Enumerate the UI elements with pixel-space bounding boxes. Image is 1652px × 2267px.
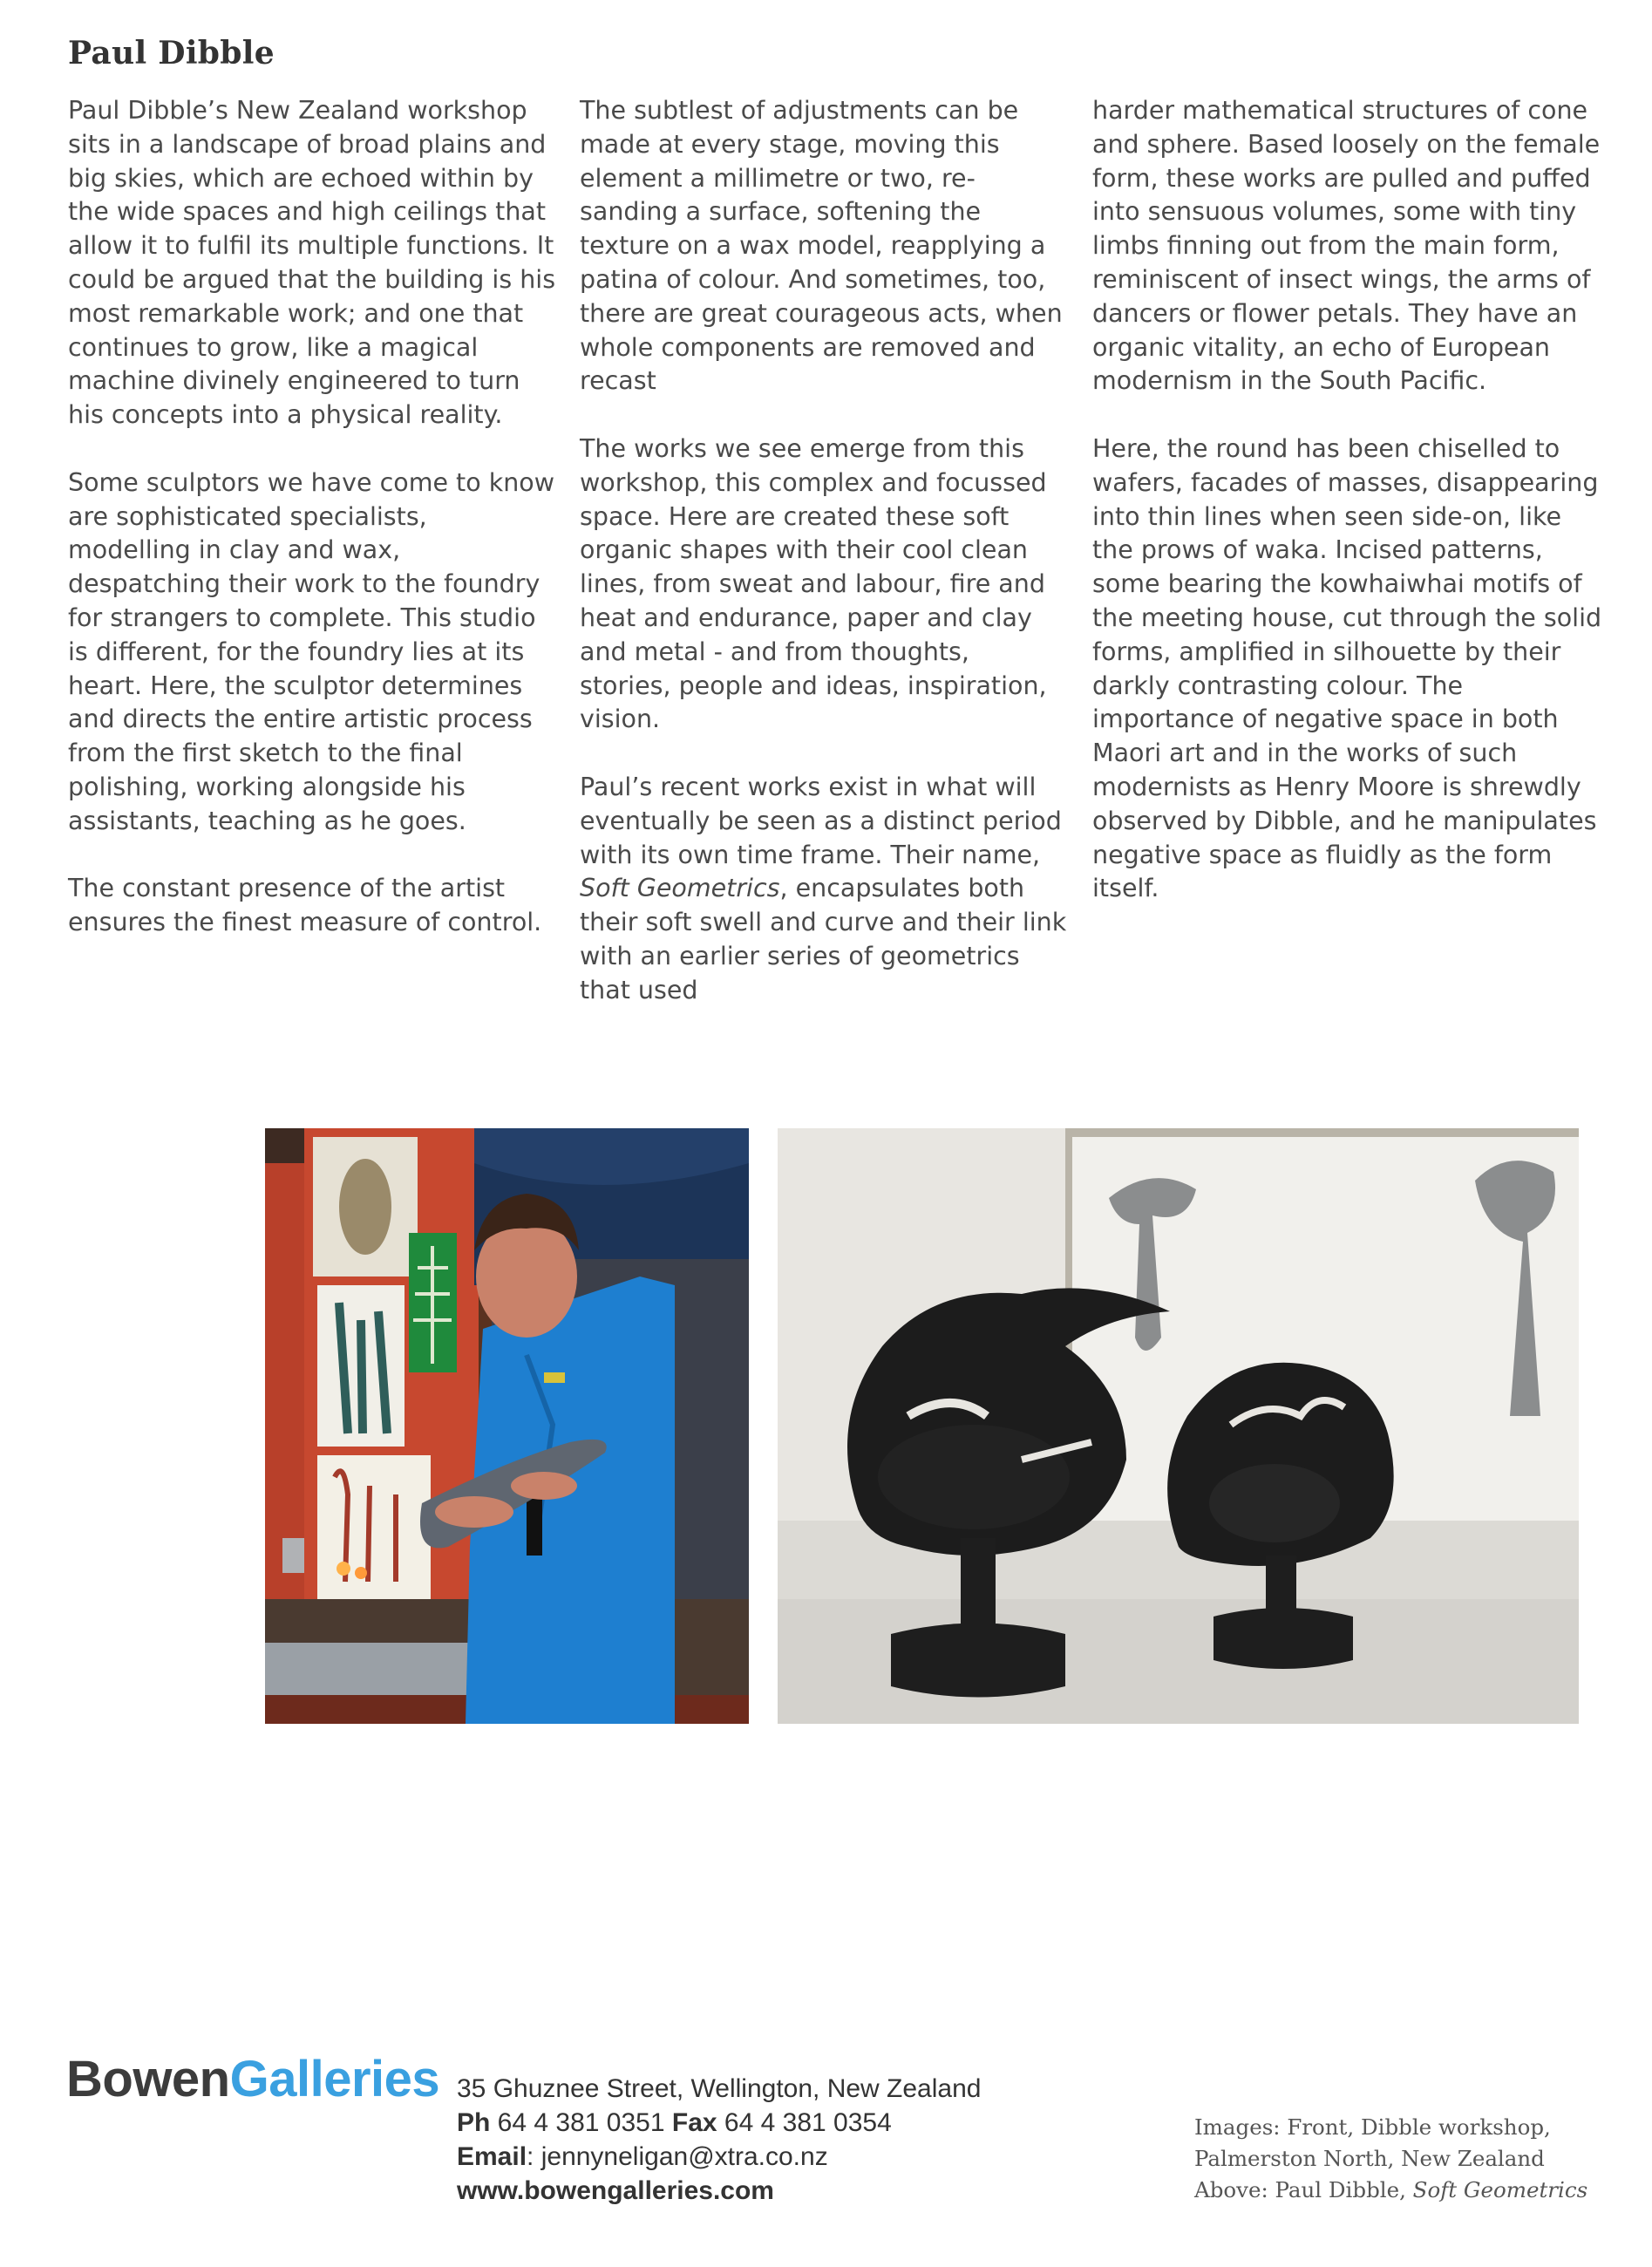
paragraph: The subtlest of adjustments can be made at every stage, moving this element a millimetre or two, re-sanding a surface, softening the texture on a wax model, reapplying a patina of colour. And sometimes, too, there are great courageous acts, when whole components are removed and recast [580, 96, 1063, 396]
paragraph [580, 771, 1068, 1008]
website-url[interactable]: www.bowengalleries.com [457, 2176, 774, 2205]
paragraph: Paul Dibble’s New Zealand workshop sits in a landscape of broad plains and big skies, which are echoed within by the wide spaces and high ceilings that allow it to fulfil its multiple functions. It could be argued that the building is his most remarkable work; and one that continues to grow, like a magical machine divinely engineered to turn his concepts into a physical reality. [68, 96, 556, 430]
series-title: Soft Geometrics [580, 874, 780, 903]
fax-label: Fax [671, 2108, 717, 2137]
contact-block [457, 2072, 981, 2208]
sculptures-photo [778, 1128, 1579, 1724]
article-column-2 [580, 94, 1068, 1041]
paragraph: harder mathematical structures of cone and sphere. Based loosely on the female form, these works are pulled and puffed into sensuous volumes, some with tiny limbs finning out from the main form, reminiscent of insect wings, the arms of dancers or flower petals. They have an organic vitality, an echo of European modernism in the South Pacific. [1092, 96, 1601, 396]
sculptures-photo-illustration [778, 1128, 1579, 1724]
credit-line: Palmerston North, New Zealand [1194, 2146, 1545, 2171]
email-label: Email [457, 2142, 527, 2171]
article-column-3 [1092, 94, 1607, 940]
credit-text: Above: Paul Dibble, [1194, 2177, 1413, 2202]
article-column-1 [68, 94, 556, 974]
paragraph-text: Paul’s recent works exist in what will eventually be seen as a distinct period with its own time frame. Their name, [580, 772, 1062, 869]
image-credits [1194, 2112, 1587, 2206]
email-address[interactable]: : jennyneligan@xtra.co.nz [527, 2142, 828, 2171]
gallery-logo [66, 2051, 440, 2107]
credit-series-title: Soft Geometrics [1412, 2177, 1588, 2202]
paragraph: The works we see emerge from this workshop, this complex and focussed space. Here are created these soft organic shapes with their cool clean lines, from sweat and labour, fire and heat and endurance, paper and clay and metal - and from thoughts, stories, people and ideas, inspiration, vision. [580, 433, 1047, 734]
address: 35 Ghuznee Street, Wellington, New Zealand [457, 2074, 982, 2103]
paragraph: Here, the round has been chiselled to wafers, facades of masses, disappearing into thin lines when seen side-on, like the prows of waka. Incised patterns, some bearing the kowhaiwhai motifs of the meeting house, cut through the solid forms, amplified in silhouette by their darkly contrasting colour. The importance of negative space in both Maori art and in the works of such modernists as Henry Moore is shrewdly observed by Dibble, and he manipulates negative space as fluidly as the form itself. [1092, 433, 1602, 903]
page-title: Paul Dibble [68, 35, 275, 71]
fax-number: 64 4 381 0354 [717, 2108, 892, 2137]
credit-line [1194, 2175, 1587, 2206]
phone-number: 64 4 381 0351 [490, 2108, 672, 2137]
paragraph: The constant presence of the artist ensures the finest measure of control. [68, 874, 542, 937]
paragraph-text: , encapsulates both their soft swell and curve and their link with an earlier series of geometrics that used [580, 874, 1067, 1004]
phone-fax-line [457, 2106, 981, 2140]
paragraph: Some sculptors we have come to know are sophisticated specialists, modelling in clay and wax, despatching their work to the foundry for strangers to complete. This studio is different, for the foundry lies at its heart. Here, the sculptor determines and directs the entire artistic process from the first sketch to the final polishing, working alongside his assistants, teaching as he goes. [68, 467, 555, 835]
logo-part-galleries: Galleries [229, 2051, 440, 2107]
credit-line: Images: Front, Dibble workshop, [1194, 2114, 1551, 2140]
workshop-photo-illustration [265, 1128, 749, 1724]
email-line [457, 2140, 981, 2174]
logo-part-bowen: Bowen [66, 2051, 230, 2107]
phone-label: Ph [457, 2108, 491, 2137]
website-link[interactable] [457, 2174, 981, 2208]
workshop-photo [265, 1128, 749, 1724]
